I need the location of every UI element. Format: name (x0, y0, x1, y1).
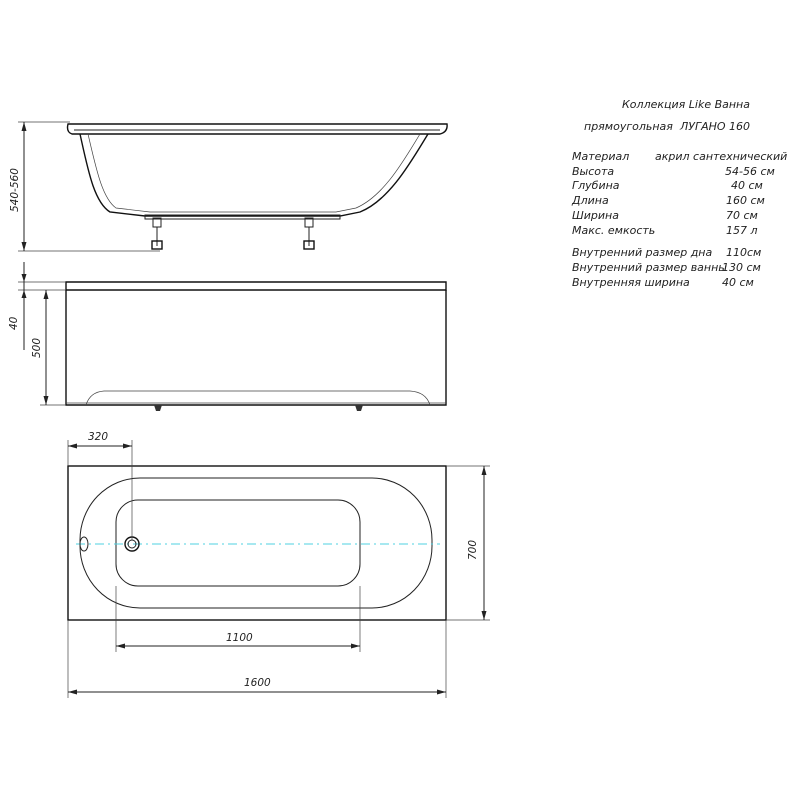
dim-drain-offset: 320 (88, 431, 109, 443)
inner-spec-value: 110см (726, 246, 762, 259)
leg-left (152, 218, 162, 249)
spec-label: Высота (572, 165, 615, 178)
inner-spec-value: 130 см (722, 261, 761, 274)
spec-label: Длина (572, 194, 609, 207)
collection-title: Коллекция Like Ванна (622, 98, 750, 111)
tub-bowl-edge (80, 478, 432, 608)
bowl-inner-line (88, 134, 420, 212)
spec-value: акрил сантехнический (655, 150, 788, 163)
panel-top-rim (66, 282, 446, 290)
model-name: ЛУГАНО 160 (680, 120, 751, 133)
spec-value: 40 см (731, 179, 763, 192)
front-view (8, 262, 446, 411)
tub-bottom (116, 500, 360, 586)
spec-value: 160 см (726, 194, 765, 207)
inner-spec-list (572, 246, 761, 289)
side-view (9, 122, 447, 251)
shape-label: прямоугольная (584, 120, 673, 133)
spec-label: Глубина (572, 179, 620, 192)
panel-body (66, 290, 446, 405)
spec-value: 54-56 см (725, 165, 775, 178)
inner-spec-value: 40 см (722, 276, 754, 289)
spec-value: 157 л (726, 224, 758, 237)
dim-width: 700 (467, 539, 479, 560)
inner-spec-label: Внутренний размер ванны (572, 261, 727, 274)
foot-right (355, 405, 363, 411)
spec-list (571, 150, 787, 237)
spec-label: Материал (572, 150, 630, 163)
top-view (68, 431, 490, 698)
dim-bottom-length: 1100 (226, 632, 253, 644)
inner-spec-label: Внутренняя ширина (572, 276, 690, 289)
title-block (584, 98, 750, 133)
foot-left (154, 405, 162, 411)
bowl-outline (80, 134, 428, 216)
dim-panel: 500 (31, 337, 43, 358)
spec-label: Макс. емкость (572, 224, 656, 237)
leg-right (304, 218, 314, 249)
dim-length: 1600 (244, 677, 271, 689)
spec-value: 70 см (726, 209, 758, 222)
dim-height-total: 540-560 (9, 168, 21, 212)
rim-outline (68, 124, 448, 134)
dim-rim: 40 (8, 316, 20, 330)
inner-spec-label: Внутренний размер дна (572, 246, 713, 259)
spec-label: Ширина (572, 209, 619, 222)
